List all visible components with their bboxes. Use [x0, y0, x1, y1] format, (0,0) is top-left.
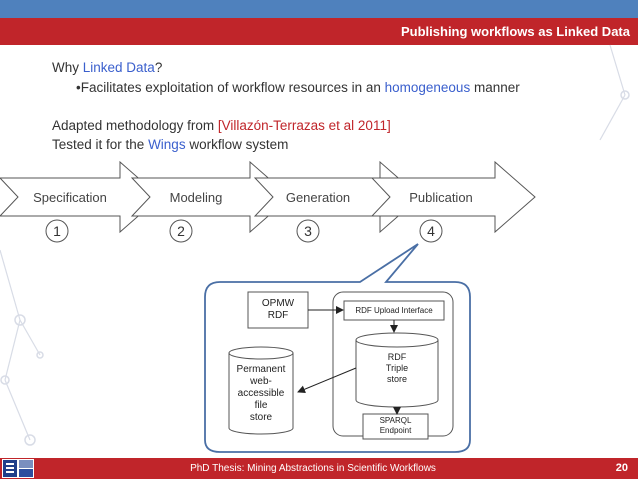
file-store-label [229, 364, 293, 424]
triple-store-label [356, 352, 438, 385]
triple-text: Triple [385, 363, 409, 373]
footer-text: PhD Thesis: Mining Abstractions in Scientific Workflows [190, 463, 436, 474]
perm-line-3: accessible [237, 388, 285, 399]
opmw-rdf-label [248, 298, 308, 322]
slide-title: Publishing workflows as Linked Data [401, 24, 630, 39]
citation-text: [Villazón-Terrazas et al 2011] [217, 118, 391, 133]
rdf-upload-interface-label: RDF Upload Interface [355, 306, 433, 315]
step-label-specification: Specification [33, 190, 107, 205]
sparql-endpoint-label [363, 416, 428, 436]
sparql-text: SPARQL [379, 416, 412, 425]
step-number-3: 3 [304, 223, 312, 239]
step-number-2: 2 [177, 223, 185, 239]
homogeneous-highlight: homogeneous [384, 80, 471, 95]
method-prefix: Adapted methodology from [52, 118, 218, 133]
page-number: 20 [615, 462, 628, 474]
bullet-suffix: manner [470, 80, 520, 95]
linked-data-highlight: Linked Data [82, 60, 155, 75]
opmw-rdf-text: RDF [267, 310, 289, 321]
file-store-top [229, 347, 293, 359]
perm-line-1: Permanent [236, 364, 286, 375]
university-logo [2, 459, 34, 478]
tested-prefix: Tested it for the [52, 137, 149, 152]
step-label-generation: Generation [285, 190, 351, 205]
step-label-modeling: Modeling [169, 190, 223, 205]
perm-line-5: store [249, 412, 273, 423]
wings-highlight: Wings [148, 137, 186, 152]
perm-line-2: web- [250, 376, 272, 387]
bullet-prefix: •Facilitates exploitation of workflow resources in an [76, 80, 385, 95]
perm-line-4: file [254, 400, 268, 411]
opmw-text: OPMW [261, 298, 295, 309]
logo-icon [2, 459, 34, 478]
why-suffix: ? [154, 60, 163, 75]
triple-store-top [356, 333, 438, 347]
step-number-1: 1 [53, 223, 61, 239]
endpoint-text: Endpoint [379, 426, 412, 435]
why-prefix: Why [52, 60, 83, 75]
triple-rdf-text: RDF [387, 352, 407, 362]
triple-store-text: store [386, 374, 407, 384]
step-label-publication: Publication [409, 190, 473, 205]
tested-suffix: workflow system [185, 137, 289, 152]
step-number-4: 4 [427, 223, 435, 239]
